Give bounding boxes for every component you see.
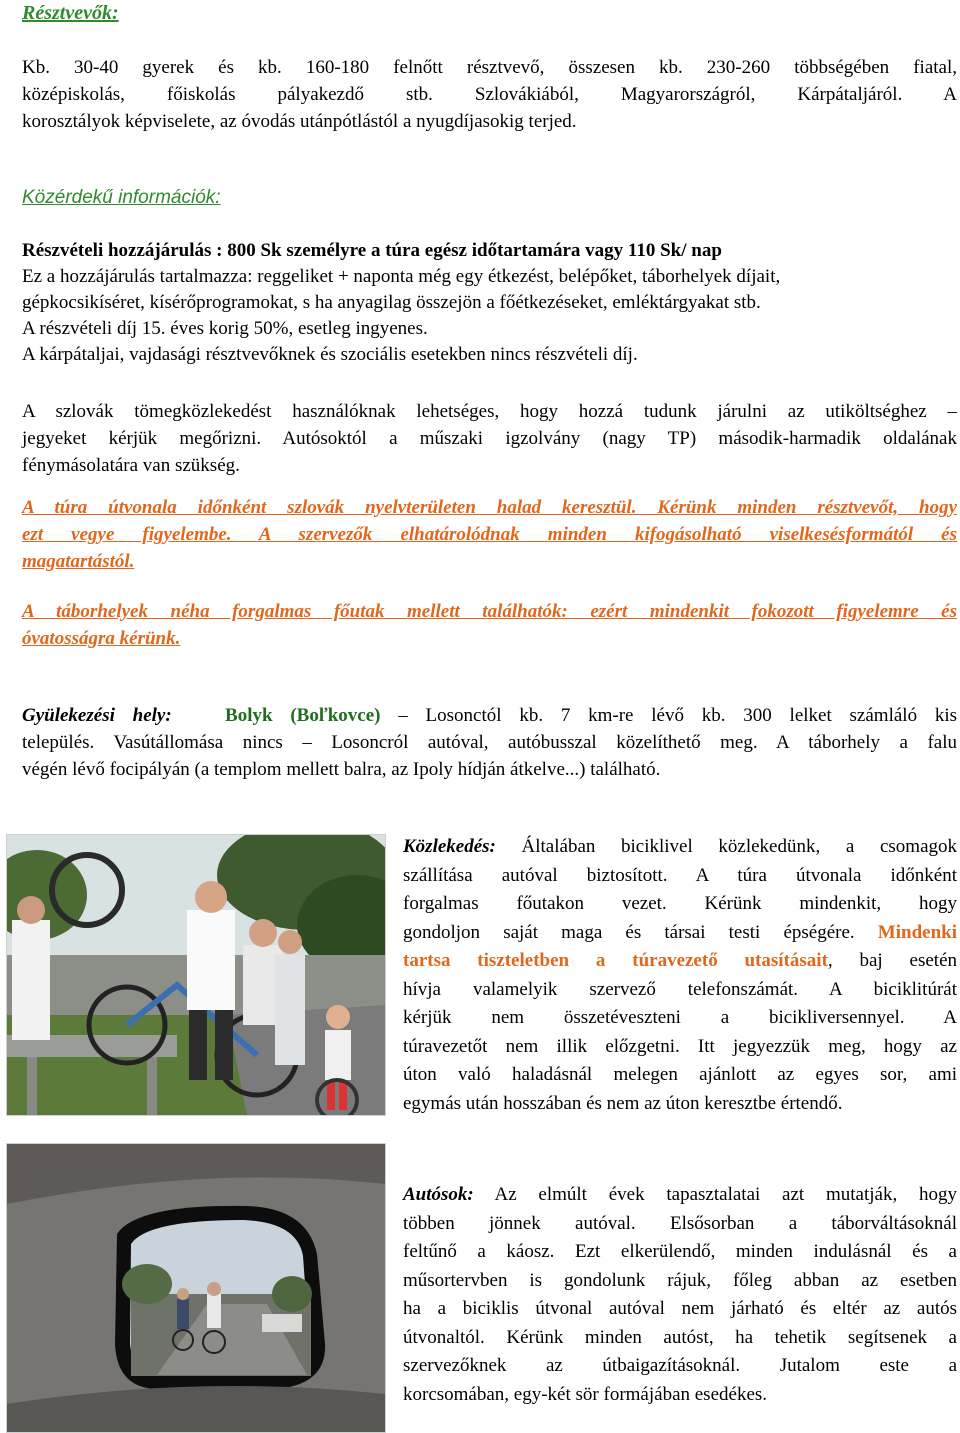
- car-mirror-photo: [6, 1143, 386, 1433]
- transport-line: forgalmas főutakon vezet. Kérünk mindenkit, hogy: [403, 893, 957, 914]
- car-mirror-illustration: [7, 1144, 385, 1432]
- route-warning-line: ezt vegye figyelembe. A szervezők elhatárolódnak minden kifogásolható viselkesésformától és: [22, 524, 957, 545]
- meeting-point-line: végén lévő focipályán (a templom mellett balra, az Ipoly hídján átkelve...) található.: [22, 759, 661, 780]
- participants-line: korosztályok képviselete, az óvodás utánpótlástól a nyugdíjasokig terjed.: [22, 111, 577, 132]
- campsite-warning-line: A táborhelyek néha forgalmas főutak mellett találhatók: ezért mindenkit fokozott figyelemre és: [22, 601, 957, 622]
- transport-first-line: [403, 833, 957, 862]
- drivers-line: többen jönnek autóval. Elsősorban a táborváltásoknál: [403, 1212, 957, 1234]
- meeting-point-first-line: [22, 702, 957, 729]
- cyclists-group-photo: [6, 834, 386, 1116]
- campsite-warning-line: óvatosságra kérünk.: [22, 628, 181, 649]
- transport-orange-rest: , baj esetén: [827, 950, 957, 971]
- participants-paragraph: [22, 54, 957, 135]
- participants-line: Kb. 30-40 gyerek és kb. 160-180 felnőtt résztvevő, összesen kb. 230-260 többségében fiatal,: [22, 57, 957, 78]
- meeting-point-rest: – Losonctól kb. 7 km-re lévő kb. 300 lelket számláló kis: [398, 705, 958, 726]
- route-warning: [22, 494, 957, 575]
- meeting-point-paragraph: [22, 702, 957, 783]
- route-warning-line: magatartástól.: [22, 551, 135, 572]
- transport-orange-line: [403, 947, 957, 976]
- transport-line: szállítása autóval biztosított. A túra útvonala időnként: [403, 864, 957, 886]
- drivers-line: korcsomában, egy-két sör formájában esedékes.: [403, 1383, 768, 1405]
- meeting-point-place: Bolyk (Boľkovce): [225, 705, 381, 726]
- transport-label: Közlekedés:: [403, 836, 496, 857]
- fee-detail-line: gépkocsikíséret, kísérőprogramokat, s ha anyagilag összejön a főétkezéseket, emléktárgyakat stb.: [22, 292, 761, 313]
- fee-detail-line: Ez a hozzájárulás tartalmazza: reggeliket + naponta még egy étkezést, belépőket, táborhelyek díjait,: [22, 266, 781, 287]
- transport-mixed-orange: Mindenki: [877, 921, 957, 943]
- transport-first-text: Általában biciklivel közlekedünk, a csomagok: [521, 836, 957, 857]
- transport-cost-line: fénymásolatára van szükség.: [22, 455, 240, 476]
- drivers-line: szervezőknek az útbaigazításoknál. Jutalom este a: [403, 1355, 957, 1376]
- cyclists-group-illustration: [7, 835, 385, 1115]
- meeting-point-label: Gyülekezési hely:: [22, 705, 172, 726]
- drivers-line: ha a biciklis útvonal autóval nem járható és eltér az autós: [403, 1298, 957, 1319]
- drivers-line: útvonaltól. Kérünk minden autóst, ha tehetik segítsenek a: [403, 1326, 957, 1348]
- transport-line: túravezetőt nem illik előzgetni. Itt jegyezzük meg, hogy az: [403, 1035, 957, 1057]
- participants-heading: Résztvevők:: [22, 2, 119, 24]
- transport-mixed-plain: gondoljon saját maga és társai testi épségére.: [403, 921, 855, 943]
- drivers-paragraph: [403, 1181, 957, 1409]
- fee-line: Részvételi hozzájárulás : 800 Sk személyre a túra egész időtartamára vagy 110 Sk/ nap: [22, 240, 722, 261]
- campsite-warning: [22, 598, 957, 652]
- transport-line: egymás után hosszában és nem az úton keresztbe értendő.: [403, 1092, 843, 1114]
- drivers-first-line: [403, 1181, 957, 1210]
- transport-line: úton való haladásnál melegen ajánlott az egyes sor, ami: [403, 1064, 957, 1085]
- fee-detail-line: A kárpátaljai, vajdasági résztvevőknek és szociális esetekben nincs részvételi díj.: [22, 344, 638, 365]
- drivers-label: Autósok:: [403, 1184, 474, 1205]
- participants-line: középiskolás, főiskolás pályakezdő stb. Szlovákiából, Magyarországról, Kárpátaljáról. A: [22, 84, 957, 105]
- meeting-point-line: település. Vasútállomása nincs – Losoncról autóval, autóbusszal közelíthető meg. A táborhely a falu: [22, 732, 957, 753]
- leader-instructions-text: tartsa tiszteletben a túravezető utasításait: [403, 950, 828, 971]
- transport-mixed-line: [403, 919, 957, 948]
- drivers-first-text: Az elmúlt évek tapasztalatai azt mutatják, hogy: [494, 1184, 957, 1205]
- transport-cost-line: A szlovák tömegközlekedést használóknak lehetséges, hogy hozzá tudunk járulni az utiköltséghez –: [22, 401, 957, 422]
- fee-info-paragraph: [22, 238, 957, 368]
- fee-detail-line: A részvételi díj 15. éves korig 50%, esetleg ingyenes.: [22, 318, 428, 339]
- transport-line: kérjük nem összetéveszteni a bicikliversennyel. A: [403, 1007, 957, 1028]
- public-info-heading: Közérdekű információk:: [22, 187, 221, 208]
- transport-cost-paragraph: [22, 398, 957, 479]
- transport-line: hívja valamelyik szervező telefonszámát. A biciklitúrát: [403, 978, 957, 1000]
- transport-paragraph: [403, 833, 957, 1118]
- route-warning-line: A túra útvonala időnként szlovák nyelvterületen halad keresztül. Kérünk minden résztvevőt, hogy: [22, 497, 957, 518]
- transport-cost-line: jegyeket kérjük megőrizni. Autósoktól a műszaki igzolvány (nagy TP) második-harmadik oldalának: [22, 428, 957, 449]
- drivers-line: feltűnő a káosz. Ezt elkerülendő, minden indulásnál és a: [403, 1241, 957, 1262]
- drivers-line: műsortervben is gondolunk rájuk, főleg abban az esetben: [403, 1269, 957, 1291]
